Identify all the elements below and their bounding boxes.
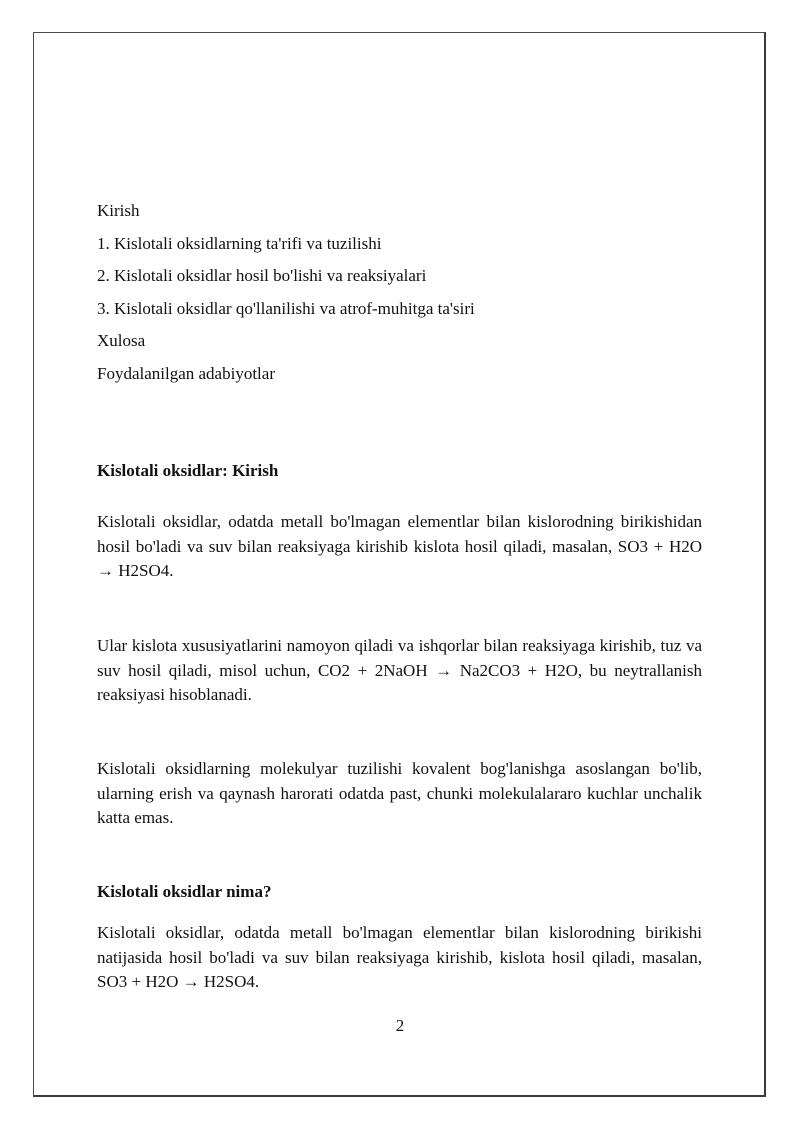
toc-item-conclusion: Xulosa (97, 331, 146, 351)
toc-item-chapter-1: 1. Kislotali oksidlarning ta'rifi va tuzilishi (97, 233, 382, 253)
toc-item-chapter-3: 3. Kislotali oksidlar qo'llanilishi va atrof-muhitga ta'siri (97, 298, 475, 318)
paragraph: Kislotali oksidlarning molekulyar tuzilishi kovalent bog'lanishga asoslangan bo'lib, ularning erish va qaynash harorati odatda past, chunki molekulalararo kuchlar unchalik katta emas. (97, 759, 702, 827)
page-number: 2 (395, 1016, 405, 1035)
paragraph: Ular kislota xususiyatlarini namoyon qiladi va ishqorlar bilan reaksiyaga kirishib, tuz va suv hosil qiladi, misol uchun, CO2 + 2NaOH → Na2CO3 + H2O, bu neytrallanish reaksiyasi hisoblanadi. (97, 636, 702, 704)
toc-item-chapter-2: 2. Kislotali oksidlar hosil bo'lishi va reaksiyalari (97, 266, 427, 286)
section-heading-intro: Kislotali oksidlar: Kirish (97, 461, 279, 480)
toc-item-intro: Kirish (97, 201, 140, 220)
paragraph: Kislotali oksidlar, odatda metall bo'lmagan elementlar bilan kislorodning birikishi natijasida hosil bo'ladi va suv bilan reaksiyaga kirishib, kislota hosil qiladi, masalan, SO3 + H2O → H2SO4. (97, 923, 702, 991)
paragraph: Kislotali oksidlar, odatda metall bo'lmagan elementlar bilan kislorodning birikishidan hosil bo'ladi va suv bilan reaksiyaga kirishib kislota hosil qiladi, masalan, SO3 + H2O → H2SO4. (97, 512, 702, 580)
toc-item-references: Foydalanilgan adabiyotlar (97, 363, 275, 383)
section-heading-definition: Kislotali oksidlar nima? (97, 882, 272, 901)
table-of-contents (97, 200, 702, 396)
